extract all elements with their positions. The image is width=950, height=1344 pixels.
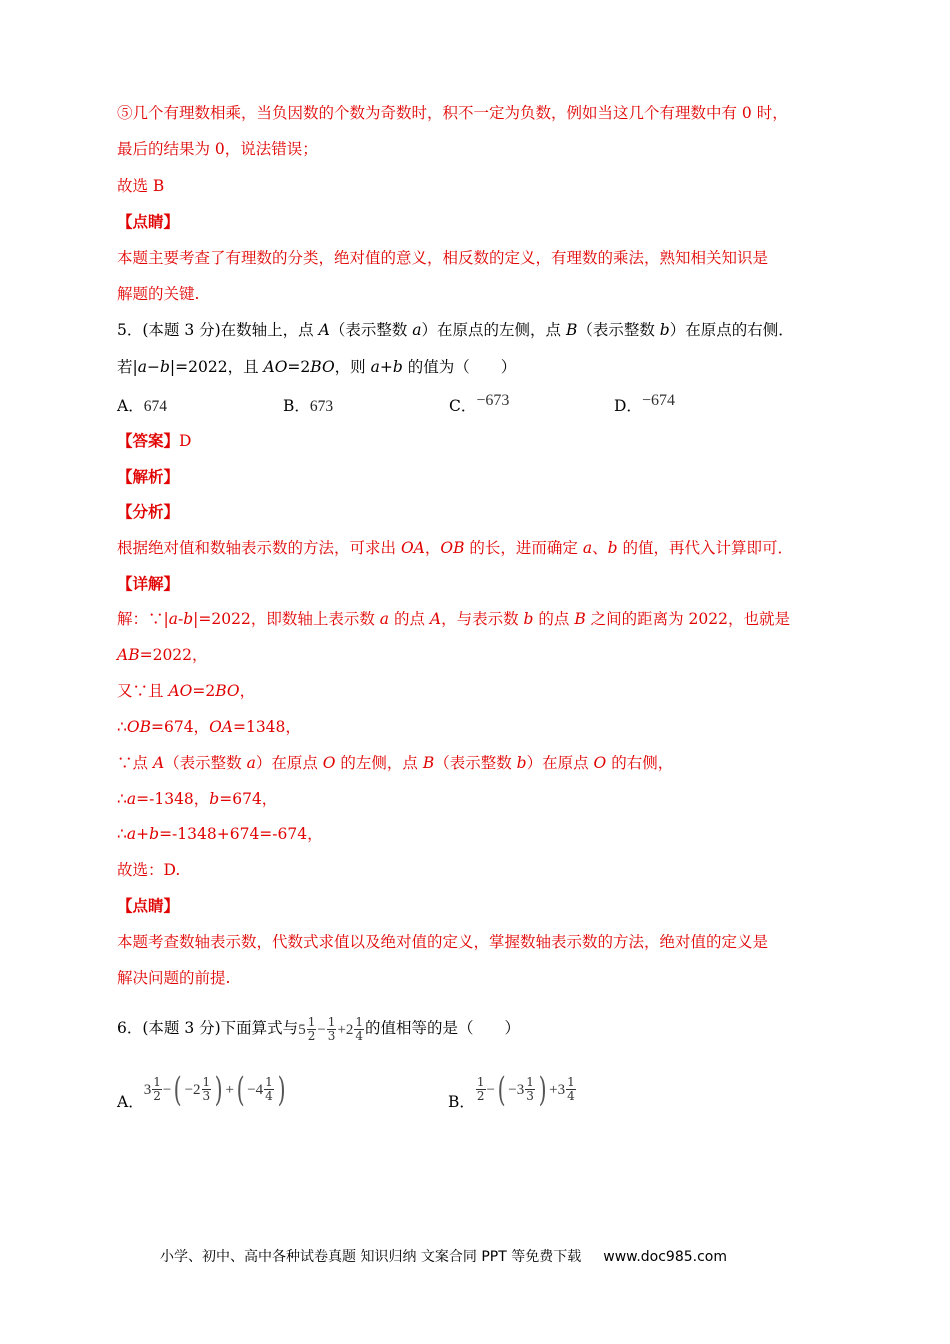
question-6-stem <box>117 1013 840 1043</box>
text: =2022， <box>139 646 208 664</box>
numerator: 1 <box>265 1075 273 1089</box>
fraction <box>354 1016 364 1043</box>
text: ， <box>424 539 441 557</box>
stem-text: 的值相等的是（ ） <box>365 1019 521 1037</box>
option-c <box>449 394 509 416</box>
text: 的左侧，点 <box>335 754 423 772</box>
fraction <box>264 1076 274 1103</box>
text: 又∵且 <box>117 682 169 700</box>
fraction <box>566 1076 576 1103</box>
left-paren: ( <box>497 1069 506 1110</box>
section-tag-dianjing: 【点睛】 <box>117 896 180 915</box>
dianjing-line: 本题主要考查了有理数的分类，绝对值的意义，相反数的定义，有理数的乘法，熟知相关知识是 <box>117 249 769 267</box>
whole: −3 <box>508 1081 525 1098</box>
text: （表示整数 <box>434 754 517 772</box>
page-footer <box>160 1246 727 1266</box>
answer-value: D <box>179 432 192 450</box>
numerator: 1 <box>307 1015 316 1029</box>
text: ）在原点 <box>255 754 323 772</box>
option-value: −674 <box>641 392 675 409</box>
right-paren: ) <box>277 1069 286 1110</box>
question-5-stem <box>117 319 840 341</box>
denominator: 3 <box>327 1029 336 1043</box>
stem-text: （表示整数 <box>577 321 660 339</box>
stem-text: ）在原点的左侧，点 <box>421 321 566 339</box>
option-value: −673 <box>476 392 510 409</box>
denominator: 2 <box>476 1089 485 1103</box>
text: ∵点 <box>117 754 153 772</box>
fenxi-line <box>117 537 840 559</box>
detail-line-8: 故选：D. <box>117 861 181 879</box>
operator: − <box>486 1081 495 1098</box>
question-5-options <box>117 394 837 418</box>
numerator: 1 <box>526 1075 534 1089</box>
denominator: 4 <box>355 1029 364 1043</box>
text: 的右侧， <box>606 754 674 772</box>
text: ）在原点 <box>526 754 594 772</box>
denominator: 3 <box>526 1089 534 1103</box>
text: （表示整数 <box>164 754 247 772</box>
var: AB <box>117 646 140 664</box>
var: b <box>209 790 220 808</box>
var: B <box>574 610 586 628</box>
text: ∴ <box>117 790 127 808</box>
var: b <box>149 825 160 843</box>
var: OA <box>400 539 425 557</box>
option-label: B． <box>283 397 310 415</box>
operator: − <box>317 1021 326 1038</box>
stem-text: ，则 <box>334 358 371 376</box>
operator: − <box>162 1081 172 1098</box>
math-expression <box>475 1069 577 1110</box>
var: a <box>582 539 593 557</box>
var-A: A <box>318 321 330 339</box>
fraction <box>202 1076 212 1103</box>
var: A <box>429 610 442 628</box>
detail-line-4 <box>117 716 840 738</box>
text: 之间的距离为 2022，也就是 <box>585 610 791 628</box>
var-b: b <box>659 321 670 339</box>
explanation-line: ⑤几个有理数相乘，当负因数的个数为奇数时，积不一定为负数，例如当这几个有理数中有 0 时， <box>117 104 788 122</box>
var: AO <box>168 682 193 700</box>
section-tag-xiangjie: 【详解】 <box>117 574 180 593</box>
var-B: B <box>565 321 578 339</box>
left-paren: ( <box>173 1069 182 1110</box>
text: ∴ <box>117 825 127 843</box>
text: =2 <box>192 682 216 700</box>
explanation-line: 最后的结果为 0，说法错误； <box>117 140 318 158</box>
var: b <box>516 754 527 772</box>
right-paren: ) <box>538 1069 547 1110</box>
answer-line <box>117 430 840 452</box>
var-a: a <box>412 321 422 339</box>
stem-text: =2 <box>287 358 311 376</box>
stem-text: |=2022，且 <box>169 358 264 376</box>
text: |=2022，即数轴上表示数 <box>193 610 380 628</box>
denominator: 4 <box>567 1089 575 1103</box>
numerator: 1 <box>355 1015 364 1029</box>
fraction <box>152 1076 162 1103</box>
dianjing-line: 本题考查数轴表示数，代数式求值以及绝对值的定义，掌握数轴表示数的方法，绝对值的定义是 <box>117 933 769 951</box>
operator: + <box>549 1081 558 1098</box>
option-label: A． <box>117 397 144 415</box>
var: a <box>370 358 380 376</box>
stem-text: ）在原点的右侧． <box>669 321 794 339</box>
whole: −4 <box>247 1081 264 1098</box>
var: OB <box>126 718 151 736</box>
fraction <box>525 1076 535 1103</box>
section-tag-answer: 【答案】 <box>117 431 180 450</box>
math-expression <box>144 1069 288 1110</box>
fraction <box>307 1016 317 1043</box>
text: =-1348， <box>136 790 210 808</box>
numerator: 1 <box>153 1075 161 1089</box>
var: b <box>183 610 194 628</box>
var: a <box>168 610 178 628</box>
footer-text: 小学、初中、高中各种试卷真题 知识归纳 文案合同 PPT 等免费下载 <box>160 1249 582 1265</box>
text: =674， <box>219 790 278 808</box>
stem-text: + <box>379 358 393 376</box>
choice-line: 故选 B <box>117 177 165 195</box>
whole: 2 <box>345 1021 354 1038</box>
var: a <box>126 825 137 843</box>
option-b <box>283 394 333 416</box>
var: OB <box>440 539 465 557</box>
text: 解：∵| <box>117 610 169 628</box>
denominator: 4 <box>265 1089 273 1103</box>
option-label: D． <box>614 397 642 415</box>
right-paren: ) <box>214 1069 223 1110</box>
var: O <box>593 754 607 772</box>
text: 的长，进而确定 <box>464 539 583 557</box>
numerator: 1 <box>567 1075 575 1089</box>
option-a <box>117 394 167 416</box>
var: b <box>523 610 534 628</box>
option-value: 673 <box>309 398 334 415</box>
section-tag-fenxi: 【分析】 <box>117 502 180 521</box>
denominator: 2 <box>307 1029 316 1043</box>
text: + <box>136 825 150 843</box>
left-paren: ( <box>236 1069 245 1110</box>
whole: 3 <box>143 1081 152 1098</box>
option-value: 674 <box>143 398 167 415</box>
whole: 5 <box>298 1021 306 1038</box>
detail-line-5 <box>117 752 840 774</box>
dianjing-line: 解决问题的前提. <box>117 969 231 987</box>
var: A <box>152 754 165 772</box>
fraction <box>476 1076 486 1103</box>
stem-text: （表示整数 <box>329 321 413 339</box>
stem-text: − <box>146 358 160 376</box>
var: b <box>392 358 403 376</box>
var: BO <box>215 682 240 700</box>
operator: + <box>337 1021 346 1038</box>
stem-text: 5．(本题 3 分)在数轴上，点 <box>117 321 319 339</box>
detail-line-7 <box>117 823 840 845</box>
numerator: 1 <box>476 1075 485 1089</box>
var: a <box>246 754 256 772</box>
stem-text: 若| <box>117 358 138 376</box>
denominator: 2 <box>153 1089 161 1103</box>
text: =1348， <box>232 718 301 736</box>
text: - <box>177 610 184 628</box>
denominator: 3 <box>202 1089 211 1103</box>
text: 根据绝对值和数轴表示数的方法，可求出 <box>117 539 401 557</box>
fraction <box>327 1016 337 1043</box>
whole: 3 <box>557 1081 566 1098</box>
option-label: B． <box>448 1092 475 1111</box>
question-6-option-b <box>448 1068 577 1111</box>
numerator: 1 <box>327 1015 336 1029</box>
dianjing-line: 解题的关键. <box>117 285 200 303</box>
var: a <box>126 790 137 808</box>
text: ，与表示数 <box>441 610 524 628</box>
math-expression <box>298 1014 365 1045</box>
option-label: C． <box>449 397 477 415</box>
var: BO <box>310 358 335 376</box>
detail-line-6 <box>117 788 840 810</box>
detail-line-3 <box>117 680 840 702</box>
operator: + <box>225 1081 234 1098</box>
text: =-1348+674=-674， <box>159 825 323 843</box>
var: b <box>607 539 618 557</box>
var: OA <box>209 718 233 736</box>
detail-line-2 <box>117 644 840 666</box>
detail-line-1 <box>117 608 840 630</box>
numerator: 1 <box>202 1075 211 1089</box>
question-5-stem-line2 <box>117 356 840 378</box>
var: AO <box>263 358 288 376</box>
stem-text: 6．(本题 3 分)下面算式与 <box>117 1019 299 1037</box>
text: 的值，再代入计算即可． <box>617 539 793 557</box>
section-tag-dianjing: 【点睛】 <box>117 212 180 231</box>
var: B <box>422 754 435 772</box>
option-label: A． <box>117 1092 144 1111</box>
section-tag-jiexi: 【解析】 <box>117 467 180 486</box>
var: a <box>137 358 147 376</box>
text: ， <box>239 682 256 700</box>
text: 的点 <box>533 610 575 628</box>
question-6-option-a <box>117 1068 288 1111</box>
footer-website-link[interactable]: www.doc985.com <box>603 1249 727 1265</box>
option-d <box>614 394 675 416</box>
var: O <box>322 754 336 772</box>
text: 、 <box>592 539 608 557</box>
text: ∴ <box>117 718 127 736</box>
var: b <box>159 358 170 376</box>
var: a <box>379 610 390 628</box>
text: =674， <box>150 718 210 736</box>
text: 的点 <box>389 610 430 628</box>
whole: −2 <box>184 1081 201 1098</box>
stem-text: 的值为（ ） <box>402 358 517 376</box>
